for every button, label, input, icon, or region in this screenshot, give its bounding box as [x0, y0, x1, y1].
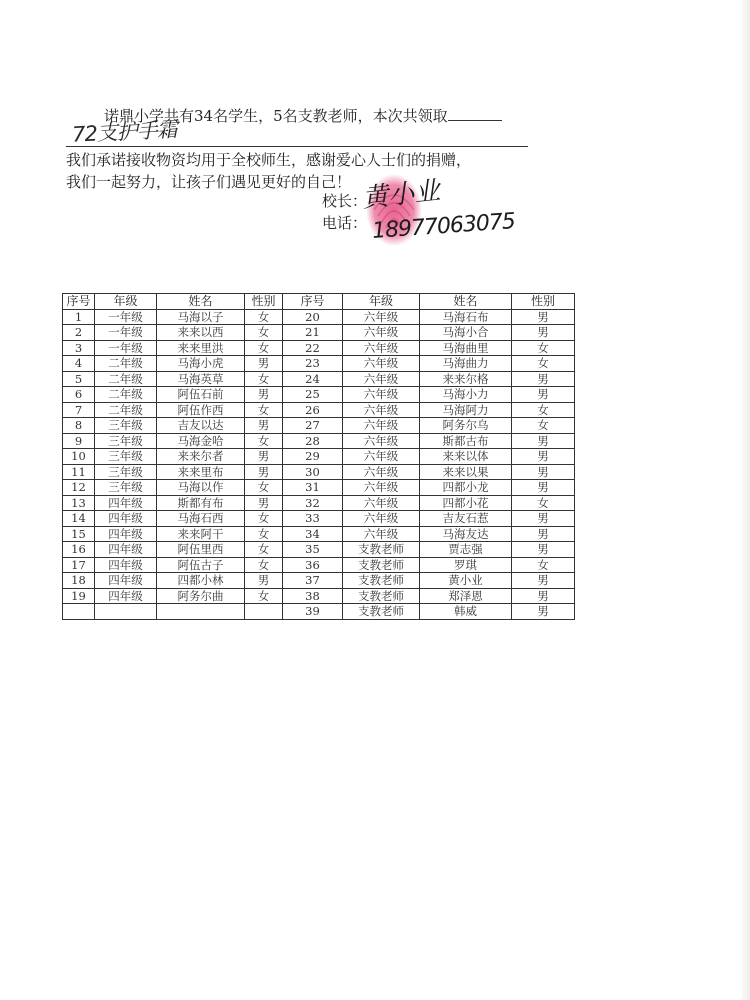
cell-name-right: 阿务尔乌: [420, 418, 512, 434]
table-row: [63, 433, 575, 449]
cell-grade-left: 四年级: [95, 526, 157, 542]
cell-gender-left: 女: [245, 371, 283, 387]
cell-name-right: 来来尔格: [420, 371, 512, 387]
cell-grade-right: 六年级: [343, 511, 420, 527]
table-row: [63, 418, 575, 434]
cell-name-left: 马海石西: [157, 511, 245, 527]
cell-gender-right: 男: [512, 371, 575, 387]
cell-grade-right: 六年级: [343, 309, 420, 325]
cell-grade-left: 三年级: [95, 449, 157, 465]
cell-index-left: 7: [63, 402, 95, 418]
cell-grade-left: 四年级: [95, 573, 157, 589]
cell-name-right: 吉友石惹: [420, 511, 512, 527]
table-row: [63, 402, 575, 418]
cell-index-right: 21: [283, 325, 343, 341]
cell-gender-right: 男: [512, 588, 575, 604]
table-row: [63, 588, 575, 604]
cell-gender-right: 男: [512, 511, 575, 527]
cell-grade-left: 二年级: [95, 371, 157, 387]
cell-gender-left: 男: [245, 356, 283, 372]
cell-name-left: 来来阿干: [157, 526, 245, 542]
cell-grade-left: 三年级: [95, 480, 157, 496]
cell-index-right: 28: [283, 433, 343, 449]
cell-index-right: 24: [283, 371, 343, 387]
cell-index-left: 14: [63, 511, 95, 527]
cell-index-left: 9: [63, 433, 95, 449]
cell-gender-right: 女: [512, 418, 575, 434]
cell-gender-right: 男: [512, 526, 575, 542]
cell-grade-left: 四年级: [95, 511, 157, 527]
cell-gender-left: 男: [245, 449, 283, 465]
cell-index-left: 13: [63, 495, 95, 511]
cell-gender-right: 女: [512, 340, 575, 356]
cell-name-left: 阿伍里西: [157, 542, 245, 558]
header-index-right: 序号: [283, 294, 343, 310]
cell-name-right: 马海阿力: [420, 402, 512, 418]
cell-index-right: 37: [283, 573, 343, 589]
cell-index-right: 39: [283, 604, 343, 620]
cell-gender-right: 男: [512, 433, 575, 449]
table-row: [63, 495, 575, 511]
cell-grade-right: 六年级: [343, 433, 420, 449]
cell-index-left: 3: [63, 340, 95, 356]
table-row: [63, 309, 575, 325]
table-row: [63, 557, 575, 573]
cell-grade-left: 三年级: [95, 433, 157, 449]
cell-index-left: 4: [63, 356, 95, 372]
principal-signature: 黄小业: [360, 175, 442, 214]
cell-gender-right: 男: [512, 387, 575, 403]
cell-gender-left: 女: [245, 557, 283, 573]
cell-index-right: 34: [283, 526, 343, 542]
table-row: [63, 449, 575, 465]
header-grade-right: 年级: [343, 294, 420, 310]
header-gender-left: 性别: [245, 294, 283, 310]
cell-grade-left: 四年级: [95, 495, 157, 511]
cell-grade-right: 六年级: [343, 387, 420, 403]
phone-number: 18977063075: [371, 209, 516, 244]
cell-index-right: 35: [283, 542, 343, 558]
cell-gender-right: 女: [512, 495, 575, 511]
cell-name-left: 马海英草: [157, 371, 245, 387]
header-grade-left: 年级: [95, 294, 157, 310]
cell-index-right: 31: [283, 480, 343, 496]
letter-line-3: 我们承诺接收物资均用于全校师生，感谢爱心人士们的捐赠，: [66, 151, 472, 169]
cell-grade-right: 六年级: [343, 402, 420, 418]
cell-gender-right: 男: [512, 325, 575, 341]
cell-gender-right: 男: [512, 573, 575, 589]
cell-index-left: 8: [63, 418, 95, 434]
cell-gender-right: 男: [512, 449, 575, 465]
cell-grade-right: 支教老师: [343, 542, 420, 558]
cell-index-left: 5: [63, 371, 95, 387]
cell-grade-right: 六年级: [343, 340, 420, 356]
cell-grade-left: 四年级: [95, 542, 157, 558]
cell-gender-left: 女: [245, 511, 283, 527]
cell-gender-right: 女: [512, 402, 575, 418]
cell-index-left: 2: [63, 325, 95, 341]
cell-name-right: 马海小力: [420, 387, 512, 403]
header-index-left: 序号: [63, 294, 95, 310]
cell-name-right: 韩威: [420, 604, 512, 620]
letter-line-4: 我们一起努力，让孩子们遇见更好的自己！: [66, 173, 352, 191]
cell-grade-right: 支教老师: [343, 588, 420, 604]
cell-grade-left: 二年级: [95, 402, 157, 418]
cell-gender-left: 女: [245, 340, 283, 356]
table-row: [63, 387, 575, 403]
cell-grade-right: 六年级: [343, 526, 420, 542]
cell-index-left: 15: [63, 526, 95, 542]
table-row: [63, 526, 575, 542]
cell-grade-right: 六年级: [343, 418, 420, 434]
cell-index-left: 16: [63, 542, 95, 558]
cell-index-left: 11: [63, 464, 95, 480]
cell-gender-left: 男: [245, 418, 283, 434]
cell-index-left: 10: [63, 449, 95, 465]
cell-name-left: 来来尔者: [157, 449, 245, 465]
cell-gender-left: 女: [245, 480, 283, 496]
cell-grade-right: 六年级: [343, 480, 420, 496]
cell-name-left: 四都小林: [157, 573, 245, 589]
cell-grade-left: 四年级: [95, 557, 157, 573]
cell-index-right: 29: [283, 449, 343, 465]
cell-index-left: 17: [63, 557, 95, 573]
cell-gender-left: 女: [245, 325, 283, 341]
cell-index-left: 6: [63, 387, 95, 403]
cell-index-right: 26: [283, 402, 343, 418]
table-row: [63, 356, 575, 372]
cell-index-left: 1: [63, 309, 95, 325]
cell-gender-left: 女: [245, 433, 283, 449]
cell-name-left: 马海金哈: [157, 433, 245, 449]
cell-grade-right: 支教老师: [343, 573, 420, 589]
cell-gender-right: 男: [512, 542, 575, 558]
cell-index-right: 33: [283, 511, 343, 527]
cell-index-right: 20: [283, 309, 343, 325]
cell-name-left: 马海以作: [157, 480, 245, 496]
cell-index-right: 25: [283, 387, 343, 403]
cell-grade-right: 六年级: [343, 325, 420, 341]
cell-name-left: 吉友以达: [157, 418, 245, 434]
table-row: [63, 542, 575, 558]
table-header-row: [63, 294, 575, 310]
cell-grade-right: 支教老师: [343, 604, 420, 620]
cell-name-left: 马海以子: [157, 309, 245, 325]
cell-grade-left: 三年级: [95, 464, 157, 480]
cell-name-right: 来来以果: [420, 464, 512, 480]
header-name-right: 姓名: [420, 294, 512, 310]
cell-grade-right: 六年级: [343, 495, 420, 511]
table-row: [63, 464, 575, 480]
cell-gender-left: 女: [245, 526, 283, 542]
cell-name-right: 马海友达: [420, 526, 512, 542]
cell-gender-right: 男: [512, 604, 575, 620]
phone-label: 电话：: [322, 214, 368, 232]
table-row: [63, 371, 575, 387]
table-row: [63, 480, 575, 496]
cell-name-left: 来来里洪: [157, 340, 245, 356]
cell-gender-left: 女: [245, 309, 283, 325]
table-row: [63, 604, 575, 620]
cell-index-right: 36: [283, 557, 343, 573]
cell-index-left: [63, 604, 95, 620]
cell-name-left: 阿伍石前: [157, 387, 245, 403]
cell-name-left: 来来以西: [157, 325, 245, 341]
cell-gender-right: 男: [512, 464, 575, 480]
cell-name-left: 来来里布: [157, 464, 245, 480]
cell-name-left: 马海小虎: [157, 356, 245, 372]
cell-name-right: 斯都古布: [420, 433, 512, 449]
scan-edge: [742, 0, 750, 1000]
cell-gender-left: 女: [245, 542, 283, 558]
cell-name-right: 郑泽恩: [420, 588, 512, 604]
cell-grade-left: 二年级: [95, 387, 157, 403]
cell-grade-left: 一年级: [95, 309, 157, 325]
cell-gender-left: 男: [245, 573, 283, 589]
cell-index-right: 23: [283, 356, 343, 372]
cell-grade-right: 六年级: [343, 371, 420, 387]
cell-index-left: 12: [63, 480, 95, 496]
cell-grade-left: [95, 604, 157, 620]
cell-index-right: 38: [283, 588, 343, 604]
cell-grade-right: 支教老师: [343, 557, 420, 573]
cell-gender-left: 男: [245, 495, 283, 511]
cell-name-right: 四都小花: [420, 495, 512, 511]
cell-name-right: 马海小合: [420, 325, 512, 341]
cell-gender-left: 女: [245, 588, 283, 604]
cell-index-right: 27: [283, 418, 343, 434]
student-roster-table: [62, 293, 575, 620]
cell-name-right: 马海曲里: [420, 340, 512, 356]
cell-name-left: [157, 604, 245, 620]
cell-gender-left: 女: [245, 402, 283, 418]
header-gender-right: 性别: [512, 294, 575, 310]
cell-index-left: 19: [63, 588, 95, 604]
table-row: [63, 340, 575, 356]
cell-name-right: 黄小业: [420, 573, 512, 589]
cell-grade-left: 二年级: [95, 356, 157, 372]
cell-grade-left: 三年级: [95, 418, 157, 434]
cell-name-left: 阿伍古子: [157, 557, 245, 573]
cell-index-right: 32: [283, 495, 343, 511]
cell-name-right: 贾志强: [420, 542, 512, 558]
cell-grade-left: 四年级: [95, 588, 157, 604]
cell-gender-right: 女: [512, 557, 575, 573]
cell-name-right: 罗琪: [420, 557, 512, 573]
cell-grade-left: 一年级: [95, 325, 157, 341]
cell-gender-right: 女: [512, 356, 575, 372]
table-row: [63, 511, 575, 527]
principal-label: 校长：: [322, 192, 368, 210]
cell-name-right: 马海石布: [420, 309, 512, 325]
cell-name-left: 斯都有布: [157, 495, 245, 511]
handwritten-item: 72支护手霜: [71, 117, 178, 147]
cell-gender-right: 男: [512, 309, 575, 325]
cell-grade-right: 六年级: [343, 464, 420, 480]
table-row: [63, 573, 575, 589]
cell-name-left: 阿伍作西: [157, 402, 245, 418]
cell-name-right: 来来以体: [420, 449, 512, 465]
cell-gender-left: [245, 604, 283, 620]
table-row: [63, 325, 575, 341]
cell-gender-right: 男: [512, 480, 575, 496]
cell-grade-right: 六年级: [343, 356, 420, 372]
letter-line-1-text: 诺鼎小学共有34名学生，5名支教老师，本次共领取: [104, 107, 448, 125]
cell-index-right: 30: [283, 464, 343, 480]
cell-grade-left: 一年级: [95, 340, 157, 356]
header-name-left: 姓名: [157, 294, 245, 310]
cell-name-right: 四都小龙: [420, 480, 512, 496]
cell-gender-left: 男: [245, 464, 283, 480]
cell-index-right: 22: [283, 340, 343, 356]
cell-index-left: 18: [63, 573, 95, 589]
cell-name-right: 马海曲力: [420, 356, 512, 372]
cell-grade-right: 六年级: [343, 449, 420, 465]
cell-name-left: 阿务尔曲: [157, 588, 245, 604]
cell-gender-left: 男: [245, 387, 283, 403]
